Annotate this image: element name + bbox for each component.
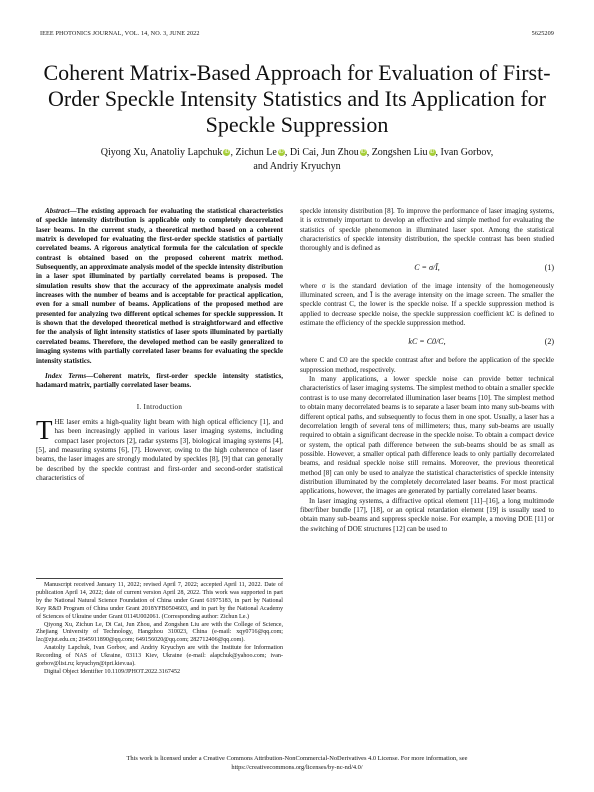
paragraph: speckle intensity distribution [8]. To improve the performance of laser imaging systems, it is extremely important to develop an effective and simple method for evaluating the statistics of speckle phenomenon in illuminated laser spot. Among the statistical characteristics of speckle intensity distribution, the speckle contrast has been studied thoroughly and is defined as	[300, 207, 554, 253]
author-group: , Zongshen Liu	[366, 147, 428, 158]
author-group: and Andriy Kryuchyn	[253, 161, 341, 172]
index-terms-label: Index Terms	[45, 371, 87, 380]
drop-cap: T	[36, 414, 53, 445]
left-column	[36, 207, 283, 483]
orcid-icon[interactable]: iD	[278, 149, 284, 155]
right-column	[300, 207, 554, 534]
equation-number: (1)	[544, 262, 554, 272]
section-heading: I. Introduction	[136, 402, 183, 411]
footnotes	[36, 578, 283, 677]
equation-formula: C = σ/Ī,	[414, 262, 440, 272]
footnote-manuscript: Manuscript received January 11, 2022; revised April 7, 2022; accepted April 11, 2022. Date of publication April 14, 2022; date of current version April 28, 2022. This work was supported in part by the National Natural Science Foundation of China under Grant 61975183, in part by National Key R&D Program of China under Grant 2018YFB0504603, and in part by the National Academy of Sciences of Ukraine under Grant 0114U002061. (Corresponding author: Zichun Le.)	[36, 582, 283, 620]
abstract-text: —The existing approach for evaluating the statistical characteristics of speckle intensity distribution is applicable only to completely decorrelated laser beams. In the current study, a theoretical method based on a coherent matrix is developed for evaluating the first-order speckle statistics of partially correlated beams. A rigorous analytical formula for the calculation of speckle contrast is obtained based on the proposed coherent matrix method. Subsequently, an approximate analysis model of the speckle intensity distribution in a laser spot illuminated by partially correlated beams is proposed. The simulation results show that the accuracy of the approximate analysis model increases with the number of beams and is acceptable for practical application, even for a small number of beams. Applications of the proposed method are presented for analyzing two different optical schemes for speckle suppression. It is shown that the developed theoretical method is straightforward and effective for the analysis of light intensity statistics of laser spots illuminated by partially correlated beams. Therefore, the developed method can be easily generalized to imaging systems with partially correlated laser beams for evaluating the speckle intensity statistics.	[36, 207, 283, 365]
author-group: , Zichun Le	[230, 147, 277, 158]
equation-1	[300, 261, 554, 275]
author-group: , Di Cai, Jun Zhou	[284, 147, 359, 158]
license-footer	[40, 754, 554, 772]
license-link[interactable]: https://creativecommons.org/licenses/by-nc-nd/4.0/	[231, 764, 363, 771]
journal-name: IEEE PHOTONICS JOURNAL, VOL. 14, NO. 3, JUNE 2022	[40, 30, 200, 37]
author-group: , Ivan Gorbov,	[435, 147, 494, 158]
equation-formula: kC = C0/C,	[408, 337, 446, 347]
abstract-label: Abstract	[45, 207, 70, 215]
paper-title: Coherent Matrix-Based Approach for Evaluation of First-Order Speckle Intensity Statistics and Its Application for Speckle Suppression	[43, 60, 551, 137]
paragraph: In many applications, a lower speckle noise can provide better technical characteristics of laser imaging systems. The simplest method to obtain a smaller speckle contrast is to use many decorrelated illumination laser beams [10]. The simplest method to obtain many decorrelated beams is to separate a laser beam into many sub-beams with different optical paths, and subsequently to focus them in one spot. Usually, a laser has a decorrelation length of several tens of millimeters; thus, many sub-beams are usually required to obtain a significant decrease in the speckle noise. To obtain a compact device or system, the optical path difference between the sub-beams should be as small as possible. However, a smaller optical path difference leads to only partially decorrelated beams, and residual speckle noise still remains. Moreover, the previous theoretical method [8] can only be used to analyze the statistical characteristics of speckle intensity distribution illuminated by the completely decorrelated laser beams. For most practical applications, however, the images are generated by partially correlated laser beams.	[300, 375, 554, 496]
orcid-icon[interactable]: iD	[360, 149, 366, 155]
abstract	[36, 207, 283, 366]
footnote-doi: Digital Object Identifier 10.1109/JPHOT.2022.3167452	[44, 668, 181, 675]
index-terms	[36, 372, 283, 391]
paragraph: where σ is the standard deviation of the image intensity of the homogeneously illuminated screen, and Ī is the average intensity on the image screen. The smaller the speckle contrast C, the lower is the speckle noise. If a speckle suppression method is applied to decrease speckle noise, the speckle suppression coefficient kC is defined to estimate the efficiency of the speckle suppression method.	[300, 281, 554, 328]
running-header	[40, 30, 554, 40]
license-text: This work is licensed under a Creative Commons Attribution-NonCommercial-NoDerivatives 4.0 License. For more information, see	[126, 755, 468, 762]
author-list	[60, 146, 534, 174]
intro-paragraph	[36, 414, 283, 483]
paragraph: where C and C0 are the speckle contrast after and before the application of the speckle suppression method, respectively.	[300, 356, 554, 374]
equation-2	[300, 335, 554, 349]
equation-number: (2)	[544, 337, 554, 347]
intro-text: HE laser emits a high-quality light beam with high optical efficiency [1], and has been increasingly applied in various laser imaging systems, including compact laser projectors [2], radar systems [3], biological imaging systems [4], [5], and measuring systems [6], [7]. However, owing to the high coherence of laser beams, the laser images are strongly modulated by speckles [8], [9] that can generally be described by the speckle contrast and first-order and second-order statistical characteristics of	[36, 417, 283, 482]
footnote-affiliation: Anatoliy Lapchuk, Ivan Gorbov, and Andriy Kryuchyn are with the Institute for Information Recording of NAS of Ukraine, 03113 Kiev, Ukraine (e-mail: alapchuk@yahoo.com; ivan-gorbov@list.ru; kryuchyn@ipri.kiev.ua).	[36, 645, 283, 668]
orcid-icon[interactable]: iD	[429, 149, 435, 155]
page-id: 5625209	[531, 30, 554, 37]
index-terms-text: —Coherent matrix, first-order speckle intensity statistics, hadamard matrix, partially correlated laser beams.	[36, 371, 283, 390]
orcid-icon[interactable]: iD	[224, 149, 230, 155]
footnote-affiliation: Qiyong Xu, Zichun Le, Di Cai, Jun Zhou, and Zongshen Liu are with the College of Science, Zhejiang University of Technology, Hangzhou 310023, China (e-mail: xqy0716@qq.com; lzc@zjut.edu.cn; 2645911890@qq.com; 649156020@qq.com; 282712406@qq.com).	[36, 621, 283, 644]
paragraph: In laser imaging systems, a diffractive optical element [11]–[16], a long multimode fiber/fiber bundle [17], [18], or an optical retardation element [19] is usually used to obtain many sub-beams and suppress speckle noise. For example, a moving DOE [11] or the switching of DOE structures [12] can be used to	[300, 496, 554, 533]
author-group: Qiyong Xu, Anatoliy Lapchuk	[100, 147, 223, 158]
